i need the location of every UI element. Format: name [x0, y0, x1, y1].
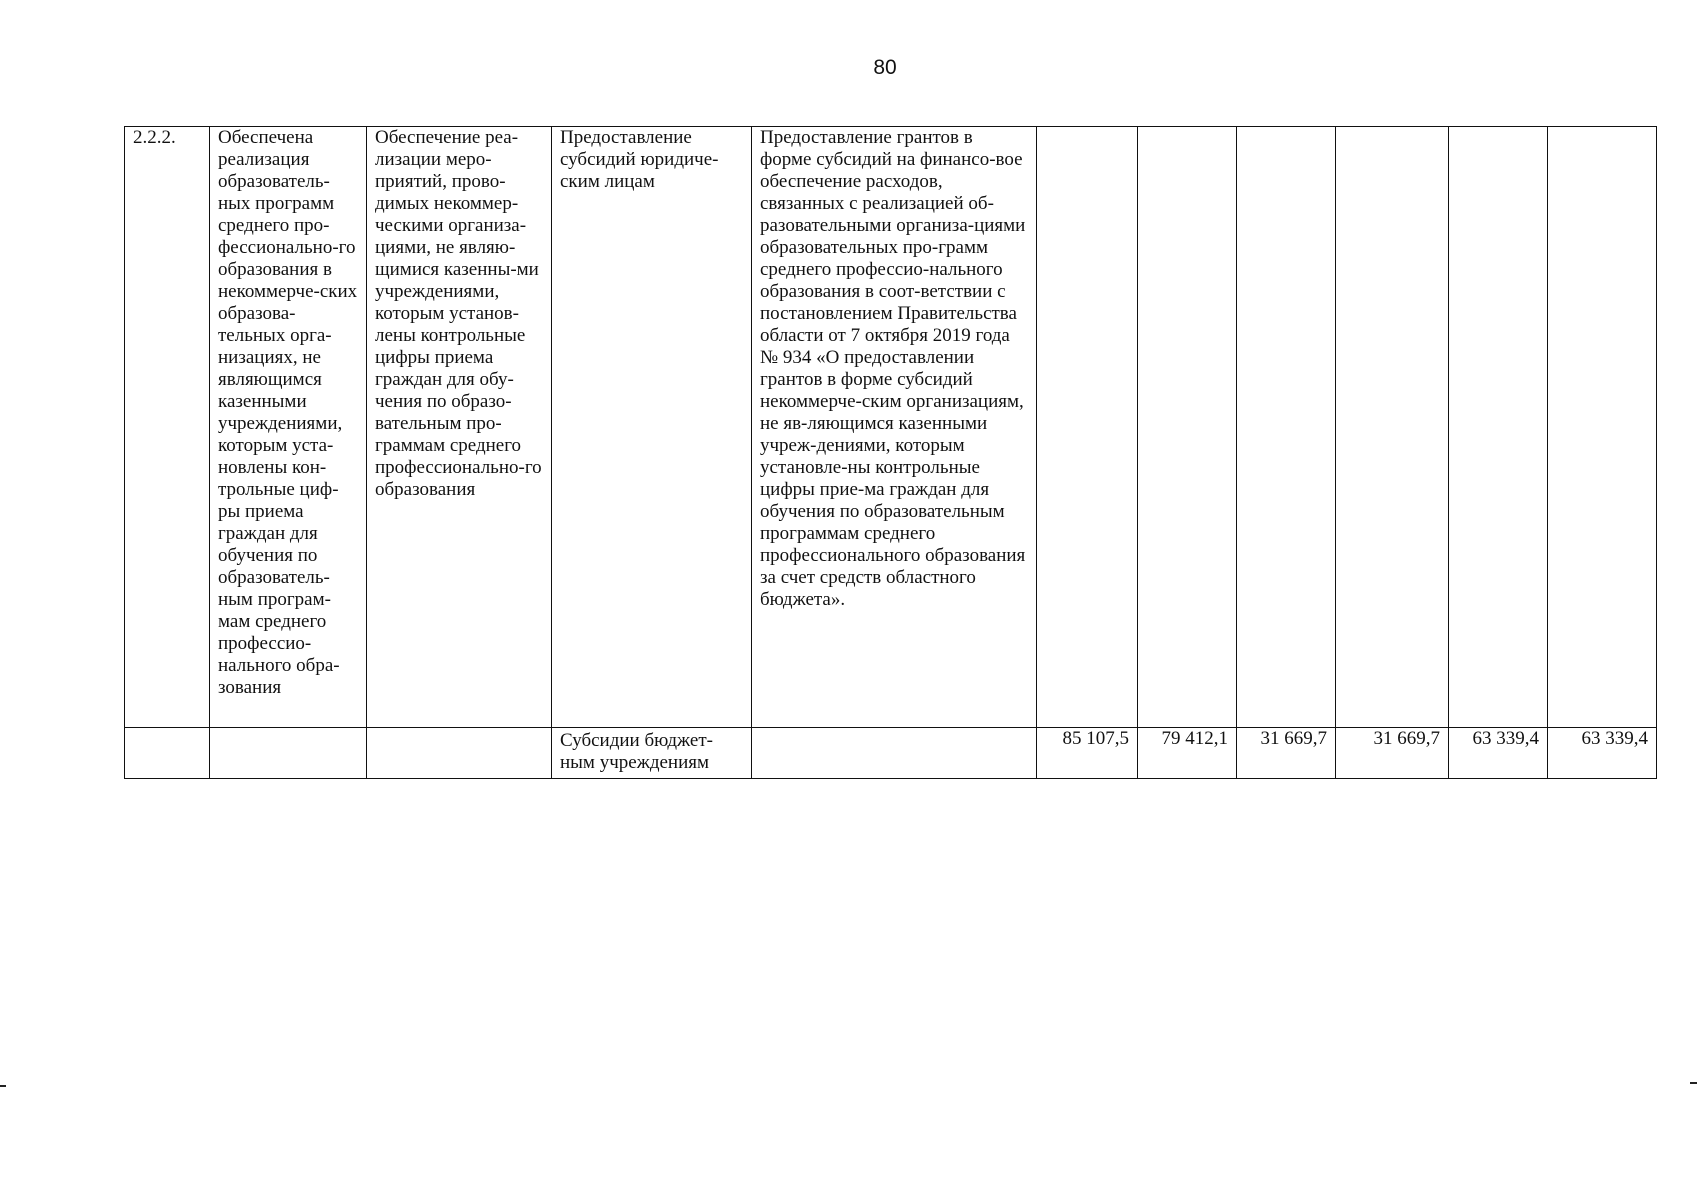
row-number: 2.2.2. — [125, 127, 210, 728]
empty-cell — [1138, 127, 1237, 728]
type-cell: Предоставление субсидий юридиче-ским лицам — [552, 127, 752, 728]
table-row — [125, 127, 1657, 728]
empty-cell — [1449, 127, 1548, 728]
empty-cell — [125, 728, 210, 779]
value-cell: 79 412,1 — [1138, 728, 1237, 779]
scan-mark-left — [0, 1085, 6, 1087]
empty-cell — [210, 728, 367, 779]
description-cell: Предоставление грантов в форме субсидий на финансо-вое обеспечение расходов, связанных с реализацией об-разовательными организа-циями образовательных про-грамм среднего профессио-нального образования в соот-ветствии с постановлением Правительства области от 7 октября 2019 года № 934 «О предоставлении грантов в форме субсидий некоммерче-ским организациям, не яв-ляющимся казенными учреж-дениями, которым установле-ны контрольные цифры прие-ма граждан для обучения по образовательным программам среднего профессионального образования за счет средств областного бюджета». — [752, 127, 1037, 728]
empty-cell — [367, 728, 552, 779]
value-cell: 31 669,7 — [1336, 728, 1449, 779]
empty-cell — [1237, 127, 1336, 728]
empty-cell — [1037, 127, 1138, 728]
value-cell: 85 107,5 — [1037, 728, 1138, 779]
empty-cell — [1336, 127, 1449, 728]
empty-cell — [752, 728, 1037, 779]
result-cell: Обеспечена реализация образователь-ных программ среднего про-фессионально-го образования в некоммерче-ских образова-тельных орга-низациях, не являющимся казенными учреждениями, которым уста-новлены кон-трольные циф-ры приема граждан для обучения по образователь-ным програм-мам среднего профессио-нального обра-зования — [210, 127, 367, 728]
page-number: 80 — [873, 56, 897, 79]
value-cell: 63 339,4 — [1449, 728, 1548, 779]
scan-mark-right — [1690, 1082, 1697, 1084]
table-row — [125, 728, 1657, 779]
empty-cell — [1548, 127, 1657, 728]
value-cell: 63 339,4 — [1548, 728, 1657, 779]
measure-cell: Обеспечение реа-лизации меро-приятий, прово-димых некоммер-ческими организа-циями, не являю-щимися казенны-ми учреждениями, которым установ-лены контрольные цифры приема граждан для обу-чения по образо-вательным про-граммам среднего профессионально-го образования — [367, 127, 552, 728]
value-cell: 31 669,7 — [1237, 728, 1336, 779]
subsidy-type-cell: Субсидии бюджет-ным учреждениям — [552, 728, 752, 779]
program-table — [124, 126, 1657, 779]
